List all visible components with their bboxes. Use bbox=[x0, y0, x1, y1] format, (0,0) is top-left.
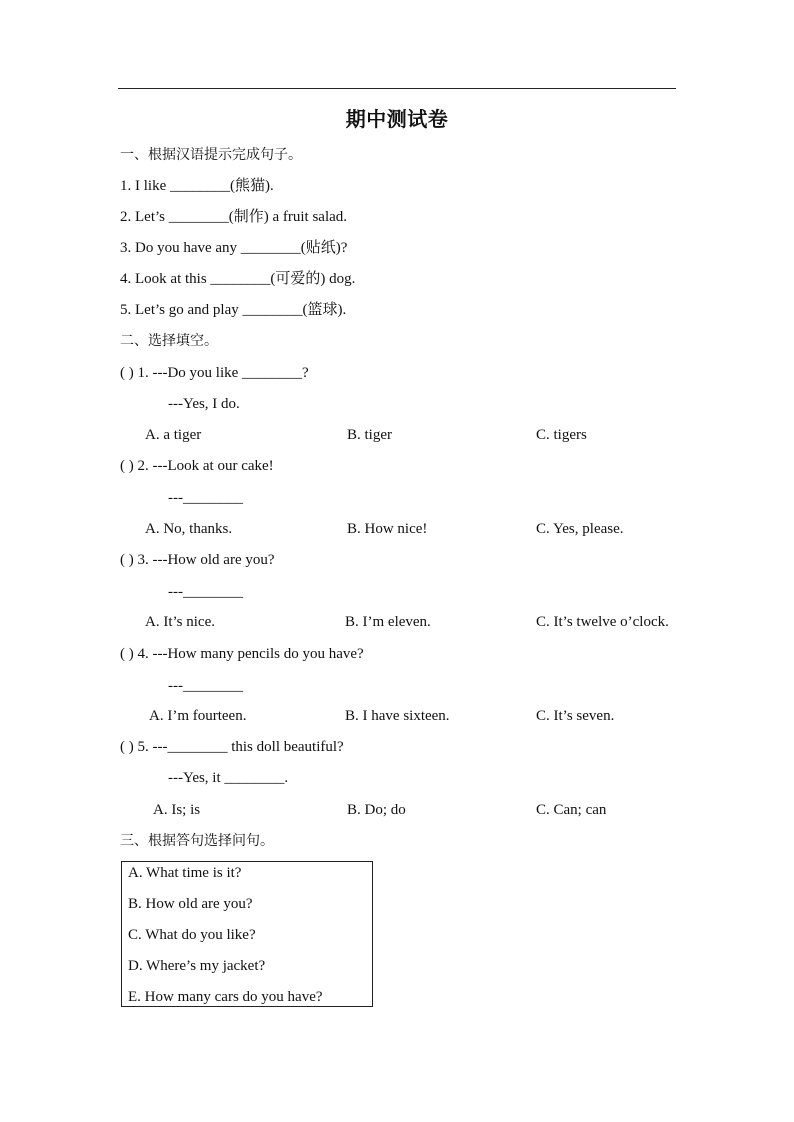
section3-heading: 三、根据答句选择问句。 bbox=[120, 833, 274, 849]
choice-c: C. What do you like? bbox=[128, 927, 256, 943]
question-4-option-c: C. It’s seven. bbox=[536, 708, 615, 724]
section1-item-3: 3. Do you have any ________(贴纸)? bbox=[120, 240, 348, 256]
choice-d: D. Where’s my jacket? bbox=[128, 958, 266, 974]
question-3-option-a: A. It’s nice. bbox=[145, 614, 215, 630]
section1-item-5: 5. Let’s go and play ________(篮球). bbox=[120, 302, 347, 318]
section1-item-4: 4. Look at this ________(可爱的) dog. bbox=[120, 271, 356, 287]
question-2-option-c: C. Yes, please. bbox=[536, 521, 624, 537]
question-1: ( ) 1. ---Do you like ________? bbox=[120, 365, 309, 381]
question-4: ( ) 4. ---How many pencils do you have? bbox=[120, 646, 364, 662]
question-choices-box bbox=[121, 861, 373, 1007]
question-2: ( ) 2. ---Look at our cake! bbox=[120, 458, 274, 474]
question-5-option-b: B. Do; do bbox=[347, 802, 406, 818]
choice-e: E. How many cars do you have? bbox=[128, 989, 323, 1005]
choice-a: A. What time is it? bbox=[128, 865, 242, 881]
question-5-option-c: C. Can; can bbox=[536, 802, 607, 818]
question-1-answer: ---Yes, I do. bbox=[168, 396, 240, 412]
question-3-option-c: C. It’s twelve o’clock. bbox=[536, 614, 669, 630]
question-4-answer: ---________ bbox=[168, 678, 243, 694]
question-2-option-a: A. No, thanks. bbox=[145, 521, 233, 537]
question-3-answer: ---________ bbox=[168, 584, 243, 600]
question-1-option-a: A. a tiger bbox=[145, 427, 202, 443]
question-2-answer: ---________ bbox=[168, 490, 243, 506]
question-4-option-a: A. I’m fourteen. bbox=[149, 708, 247, 724]
question-2-option-b: B. How nice! bbox=[347, 521, 428, 537]
question-4-option-b: B. I have sixteen. bbox=[345, 708, 450, 724]
question-3-option-b: B. I’m eleven. bbox=[345, 614, 431, 630]
question-5: ( ) 5. ---________ this doll beautiful? bbox=[120, 739, 344, 755]
section1-item-1: 1. I like ________(熊猫). bbox=[120, 178, 274, 194]
choice-b: B. How old are you? bbox=[128, 896, 253, 912]
section1-heading: 一、根据汉语提示完成句子。 bbox=[120, 147, 302, 163]
page-title: 期中测试卷 bbox=[345, 107, 449, 131]
section1-item-2: 2. Let’s ________(制作) a fruit salad. bbox=[120, 209, 348, 225]
question-5-option-a: A. Is; is bbox=[153, 802, 201, 818]
section2-heading: 二、选择填空。 bbox=[120, 333, 218, 349]
question-5-answer: ---Yes, it ________. bbox=[168, 770, 289, 786]
question-3: ( ) 3. ---How old are you? bbox=[120, 552, 275, 568]
header-rule bbox=[118, 88, 676, 89]
question-1-option-c: C. tigers bbox=[536, 427, 587, 443]
question-1-option-b: B. tiger bbox=[347, 427, 392, 443]
